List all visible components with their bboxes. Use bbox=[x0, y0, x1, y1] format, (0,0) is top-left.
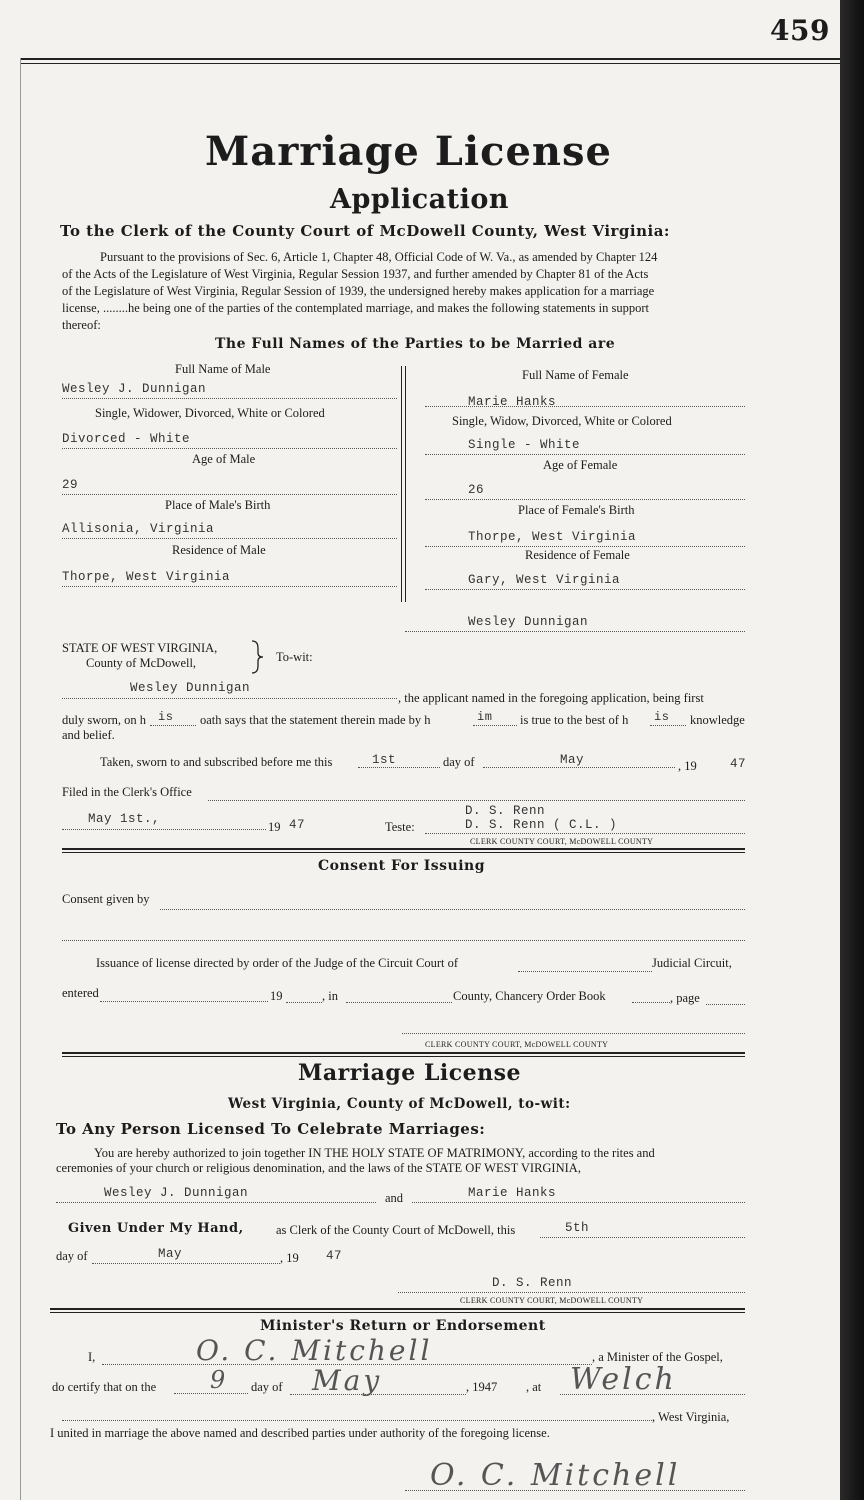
consent-issuance: Issuance of license directed by order of the Judge of the Circuit Court of bbox=[96, 956, 459, 970]
consent-second-line bbox=[62, 940, 745, 941]
oath-his-2: is bbox=[654, 710, 670, 724]
filed-clerk-caption: CLERK COUNTY COURT, McDOWELL COUNTY bbox=[470, 837, 654, 846]
sworn-a: Taken, sworn to and subscribed before me this bbox=[100, 755, 333, 769]
female-birth-label: Place of Female's Birth bbox=[518, 503, 635, 517]
consent-judicial: Judicial Circuit, bbox=[652, 956, 732, 970]
license-day-of: day of bbox=[56, 1249, 88, 1263]
book-spine-edge bbox=[840, 0, 864, 1500]
applicant-signature-line bbox=[405, 631, 745, 632]
consent-county-line bbox=[346, 1002, 452, 1003]
license-month: May bbox=[158, 1247, 183, 1261]
page-number: 459 bbox=[770, 14, 830, 47]
male-age-line bbox=[62, 494, 397, 495]
brace-icon bbox=[250, 640, 264, 674]
female-residence-line bbox=[425, 589, 745, 590]
oath-line-3: and belief. bbox=[62, 728, 115, 742]
male-birth-label: Place of Male's Birth bbox=[165, 498, 271, 512]
female-residence-label: Residence of Female bbox=[525, 548, 630, 562]
male-birth: Allisonia, Virginia bbox=[62, 522, 215, 536]
consent-heading: Consent For Issuing bbox=[318, 858, 486, 874]
male-status-label: Single, Widower, Divorced, White or Colored bbox=[95, 406, 325, 420]
oath-county: County of McDowell, bbox=[86, 656, 197, 670]
female-age: 26 bbox=[468, 483, 485, 497]
oath-his-2-line bbox=[650, 725, 686, 726]
minister-united: I united in marriage the above named and described parties under authority of the foregoing license. bbox=[50, 1426, 550, 1440]
minister-place-line bbox=[560, 1394, 745, 1395]
filed-date: May 1st., bbox=[88, 812, 161, 826]
minister-name: O. C. Mitchell bbox=[196, 1334, 433, 1367]
male-residence-label: Residence of Male bbox=[172, 543, 266, 557]
consent-top-rule bbox=[62, 848, 745, 850]
female-name: Marie Hanks bbox=[468, 395, 557, 409]
consent-clerk-caption: CLERK COUNTY COURT, McDOWELL COUNTY bbox=[425, 1040, 609, 1049]
male-residence: Thorpe, West Virginia bbox=[62, 570, 231, 584]
sworn-month-line bbox=[483, 767, 675, 768]
male-age: 29 bbox=[62, 478, 79, 492]
license-to-any: To Any Person Licensed To Celebrate Marriages: bbox=[56, 1120, 486, 1138]
applicant-signature: Wesley Dunnigan bbox=[468, 615, 589, 629]
minister-certify: do certify that on the bbox=[52, 1380, 157, 1394]
minister-signature: O. C. Mitchell bbox=[430, 1458, 681, 1493]
license-top-rule-2 bbox=[62, 1056, 745, 1057]
license-given-day: 5th bbox=[565, 1221, 590, 1235]
minister-i: I, bbox=[88, 1350, 96, 1364]
left-margin-line bbox=[20, 58, 21, 1500]
license-year: 47 bbox=[326, 1249, 343, 1263]
female-status-line bbox=[425, 454, 745, 455]
oath-state: STATE OF WEST VIRGINIA, bbox=[62, 641, 218, 655]
sworn-day-line bbox=[358, 767, 440, 768]
minister-top-rule bbox=[50, 1308, 745, 1310]
license-groom: Wesley J. Dunnigan bbox=[104, 1186, 249, 1200]
female-birth: Thorpe, West Virginia bbox=[468, 530, 637, 544]
minister-heading: Minister's Return or Endorsement bbox=[260, 1318, 546, 1334]
minister-month-line bbox=[290, 1394, 466, 1395]
filed-19: 19 bbox=[268, 820, 281, 834]
oath-his-1-line bbox=[150, 725, 196, 726]
license-groom-line bbox=[56, 1202, 376, 1203]
license-19: , 19 bbox=[280, 1251, 299, 1265]
license-given-day-line bbox=[540, 1237, 745, 1238]
minister-place: Welch bbox=[570, 1362, 677, 1397]
license-given-rest: as Clerk of the County Court of McDowell, this bbox=[276, 1223, 516, 1237]
female-status: Single - White bbox=[468, 438, 581, 452]
minister-day: 9 bbox=[210, 1366, 229, 1394]
minister-of-gospel: , a Minister of the Gospel, bbox=[592, 1350, 723, 1364]
minister-day-of: day of bbox=[251, 1380, 283, 1394]
intro-line-4: license, ........he being one of the parties of the contemplated marriage, and makes the following statements in support bbox=[62, 301, 649, 315]
license-bride-line bbox=[412, 1202, 745, 1203]
application-title: Marriage License bbox=[205, 128, 612, 175]
full-names-heading: The Full Names of the Parties to be Married are bbox=[215, 336, 616, 352]
minister-year: , 1947 bbox=[466, 1380, 498, 1394]
filed-clerk-2: D. S. Renn ( C.L. ) bbox=[465, 818, 618, 832]
sworn-year: 47 bbox=[730, 757, 747, 771]
oath-line-2a: duly sworn, on h bbox=[62, 713, 147, 727]
minister-wv-line bbox=[62, 1420, 652, 1421]
consent-19: 19 bbox=[270, 989, 283, 1003]
license-and: and bbox=[385, 1191, 404, 1205]
sworn-day: 1st bbox=[372, 753, 397, 767]
male-age-label: Age of Male bbox=[192, 452, 256, 466]
consent-entered-line bbox=[100, 1001, 268, 1002]
column-divider-2 bbox=[405, 366, 406, 602]
female-birth-line bbox=[425, 546, 745, 547]
consent-page: , page bbox=[670, 991, 700, 1005]
consent-book-line bbox=[632, 1002, 670, 1003]
female-age-label: Age of Female bbox=[543, 458, 618, 472]
license-body-1: You are hereby authorized to join together IN THE HOLY STATE OF MATRIMONY, according to the rites and bbox=[94, 1146, 655, 1160]
oath-him-line bbox=[473, 725, 517, 726]
oath-applicant-name: Wesley Dunnigan bbox=[130, 681, 251, 695]
minister-wv: , West Virginia, bbox=[652, 1410, 730, 1424]
top-rule bbox=[20, 58, 840, 60]
license-body-2: ceremonies of your church or religious denomination, and the laws of the STATE OF WEST VIRGINIA, bbox=[56, 1161, 581, 1175]
license-top-rule bbox=[62, 1052, 745, 1054]
oath-his-1: is bbox=[158, 710, 174, 724]
minister-at: , at bbox=[526, 1380, 542, 1394]
oath-line-1: , the applicant named in the foregoing application, being first bbox=[398, 691, 704, 705]
filed-clerk-line bbox=[425, 833, 745, 834]
male-name-line bbox=[62, 398, 397, 399]
consent-in: , in bbox=[322, 989, 338, 1003]
male-name: Wesley J. Dunnigan bbox=[62, 382, 207, 396]
female-name-label: Full Name of Female bbox=[522, 368, 629, 382]
oath-him: im bbox=[477, 710, 493, 724]
top-rule-thin bbox=[20, 63, 840, 64]
sworn-b: day of bbox=[443, 755, 475, 769]
minister-top-rule-2 bbox=[50, 1312, 745, 1313]
filed-label: Filed in the Clerk's Office bbox=[62, 785, 192, 799]
intro-line-2: of the Acts of the Legislature of West Virginia, Regular Session 1937, and further amended by Chapter 81 of the Acts bbox=[62, 267, 649, 281]
intro-line-5: thereof: bbox=[62, 318, 101, 332]
oath-to-wit: To-wit: bbox=[276, 650, 313, 664]
minister-month: May bbox=[312, 1364, 383, 1397]
filed-date-line bbox=[62, 829, 266, 830]
oath-line-2c: is true to the best of h bbox=[520, 713, 629, 727]
license-subtitle: West Virginia, County of McDowell, to-wit: bbox=[228, 1096, 571, 1112]
consent-top-rule-2 bbox=[62, 852, 745, 853]
sworn-month: May bbox=[560, 753, 585, 767]
filed-line bbox=[208, 800, 745, 801]
license-title: Marriage License bbox=[298, 1060, 522, 1086]
consent-county-book: County, Chancery Order Book bbox=[453, 989, 606, 1003]
male-status: Divorced - White bbox=[62, 432, 191, 446]
female-residence: Gary, West Virginia bbox=[468, 573, 621, 587]
column-divider bbox=[401, 366, 402, 602]
filed-year: 47 bbox=[289, 818, 306, 832]
application-subtitle: Application bbox=[330, 184, 510, 215]
license-bride: Marie Hanks bbox=[468, 1186, 557, 1200]
female-status-label: Single, Widow, Divorced, White or Colored bbox=[452, 414, 672, 428]
intro-line-3: of the Legislature of West Virginia, Regular Session of 1939, the undersigned hereby makes application for a marriage bbox=[62, 284, 655, 298]
to-clerk-line: To the Clerk of the County Court of McDowell County, West Virginia: bbox=[60, 222, 670, 240]
female-age-line bbox=[425, 499, 745, 500]
consent-circuit-line bbox=[518, 971, 652, 972]
consent-given-line bbox=[160, 909, 745, 910]
oath-applicant-line bbox=[62, 698, 397, 699]
consent-given-by: Consent given by bbox=[62, 892, 150, 906]
male-residence-line bbox=[62, 586, 397, 587]
minister-day-line bbox=[174, 1393, 248, 1394]
oath-line-2d: knowledge bbox=[690, 713, 745, 727]
consent-page-line bbox=[706, 1004, 745, 1005]
male-birth-line bbox=[62, 538, 397, 539]
male-status-line bbox=[62, 448, 397, 449]
filed-teste: Teste: bbox=[385, 820, 415, 834]
license-clerk-line bbox=[398, 1292, 745, 1293]
consent-clerk-line bbox=[402, 1033, 745, 1034]
license-month-line bbox=[92, 1263, 280, 1264]
intro-line-1: Pursuant to the provisions of Sec. 6, Article 1, Chapter 48, Official Code of W. Va., as amended by Chapter 124 bbox=[100, 250, 658, 264]
license-clerk: D. S. Renn bbox=[492, 1276, 573, 1290]
filed-clerk-1: D. S. Renn bbox=[465, 804, 546, 818]
sworn-c: , 19 bbox=[678, 759, 697, 773]
oath-line-2b: oath says that the statement therein made by h bbox=[200, 713, 431, 727]
male-name-label: Full Name of Male bbox=[175, 362, 271, 376]
license-given-bold: Given Under My Hand, bbox=[68, 1221, 244, 1236]
consent-year-line bbox=[286, 1002, 322, 1003]
license-clerk-caption: CLERK COUNTY COURT, McDOWELL COUNTY bbox=[460, 1296, 644, 1305]
consent-entered: entered bbox=[62, 986, 99, 1000]
minister-signature-line bbox=[405, 1490, 745, 1491]
female-name-line bbox=[425, 406, 745, 407]
